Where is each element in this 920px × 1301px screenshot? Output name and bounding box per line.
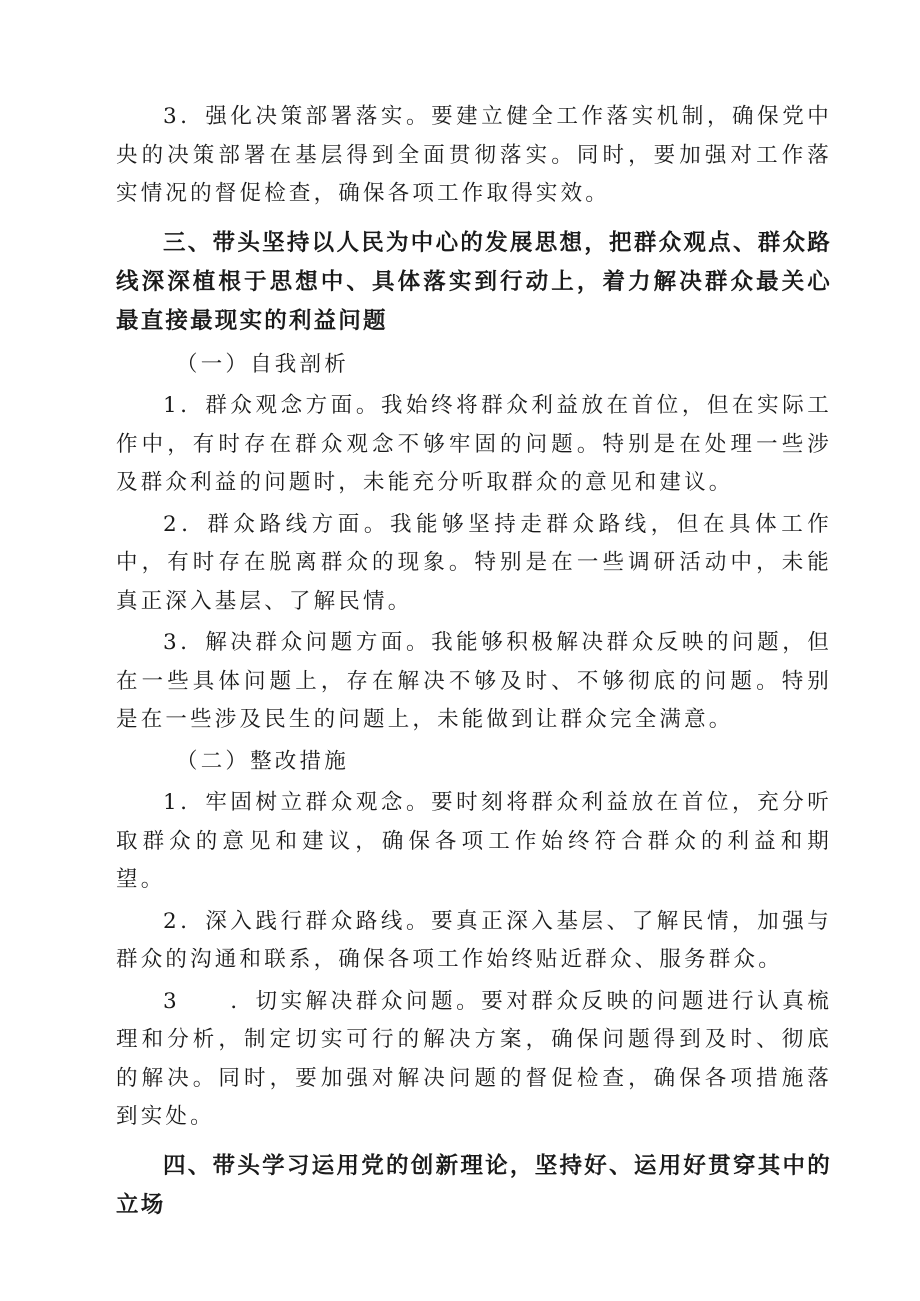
document-page [116,98,832,1230]
paragraph-measure-one: 1．牢固树立群众观念。要时刻将群众利益放在首位，充分听取群众的意见和建议，确保各项工作始终符合群众的利益和期望。 [116,790,832,892]
section-heading-three: 三、带头坚持以人民为中心的发展思想，把群众观点、群众路线深深植根于思想中、具体落实到行动上，着力解决群众最关心最直接最现实的利益问题 [116,229,832,334]
subheading-rectification: （二）整改措施 [176,748,349,774]
section-heading-four: 四、带头学习运用党的创新理论，坚持好、运用好贯穿其中的立场 [116,1152,832,1218]
paragraph-mass-concept: 1．群众观念方面。我始终将群众利益放在首位，但在实际工作中，有时存在群众观念不够牢固的问题。特别是在处理一些涉及群众利益的问题时，未能充分听取群众的意见和建议。 [116,393,832,495]
paragraph-measure-three: 3 ．切实解决群众问题。要对群众反映的问题进行认真梳理和分析，制定切实可行的解决方案，确保问题得到及时、彻底的解决。同时，要加强对解决问题的督促检查，确保各项措施落到实处。 [116,988,832,1129]
paragraph-strengthen-decision: 3．强化决策部署落实。要建立健全工作落实机制，确保党中央的决策部署在基层得到全面贯彻落实。同时，要加强对工作落实情况的督促检查，确保各项工作取得实效。 [116,104,832,206]
paragraph-solve-problems: 3．解决群众问题方面。我能够积极解决群众反映的问题，但在一些具体问题上，存在解决不够及时、不够彻底的问题。特别是在一些涉及民生的问题上，未能做到让群众完全满意。 [116,630,832,732]
subheading-self-analysis: （一）自我剖析 [176,351,349,377]
paragraph-mass-route: 2．群众路线方面。我能够坚持走群众路线，但在具体工作中，有时存在脱离群众的现象。特别是在一些调研活动中，未能真正深入基层、了解民情。 [116,511,832,614]
paragraph-measure-two: 2．深入践行群众路线。要真正深入基层、了解民情，加强与群众的沟通和联系，确保各项工作始终贴近群众、服务群众。 [116,908,832,972]
